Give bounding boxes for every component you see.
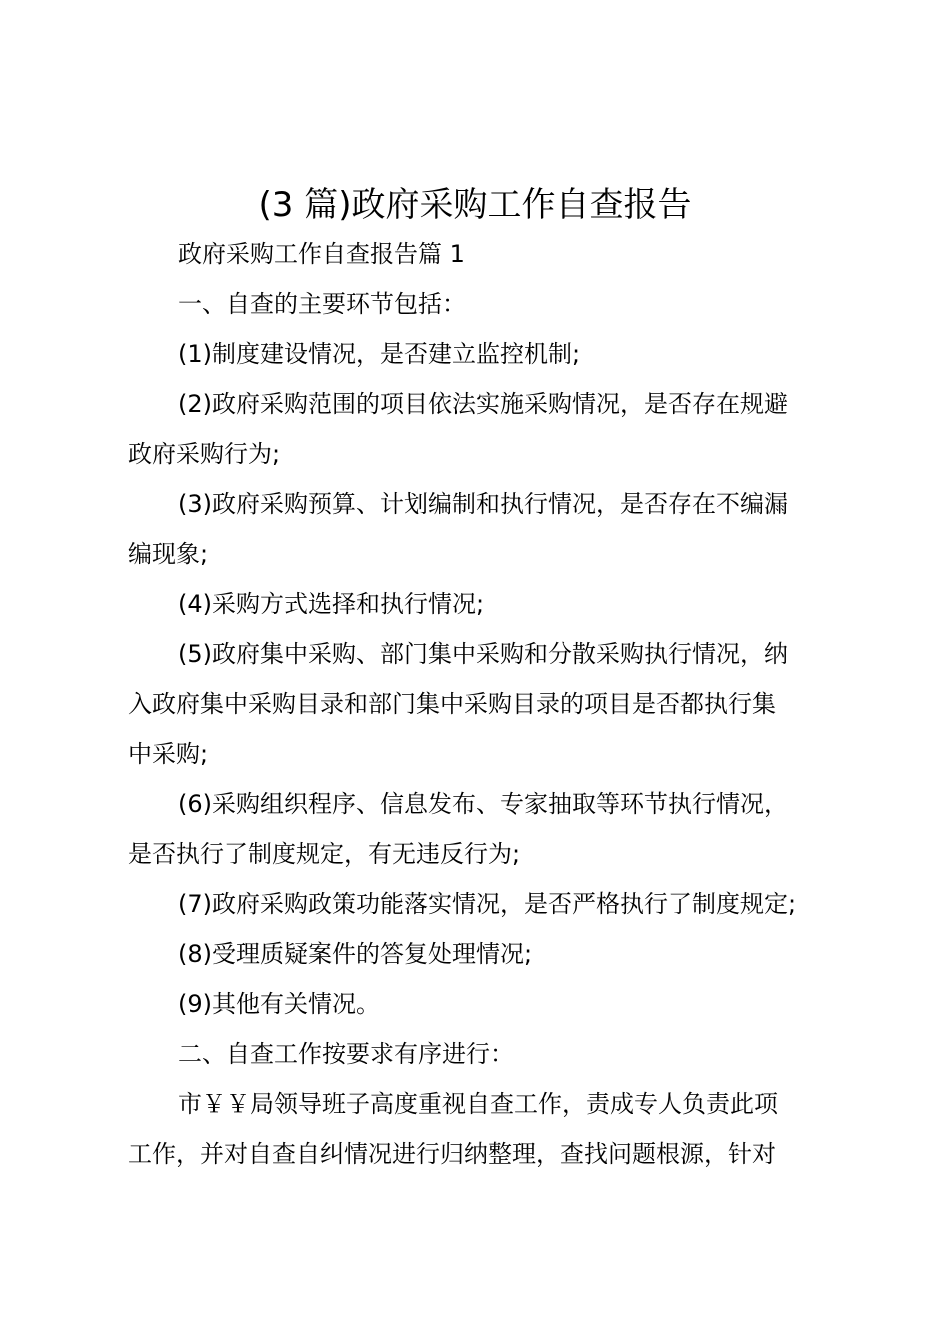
paragraph-line: (1)制度建设情况，是否建立监控机制; (178, 340, 581, 368)
paragraph-line: (9)其他有关情况。 (178, 990, 380, 1018)
page-title: (3 篇)政府采购工作自查报告 (258, 185, 692, 225)
section-heading: 政府采购工作自查报告篇 1 (178, 240, 465, 268)
paragraph-line: 工作，并对自查自纠情况进行归纳整理，查找问题根源，针对 (128, 1140, 776, 1168)
paragraph-line: 政府采购行为; (128, 440, 281, 468)
paragraph-line: (5)政府集中采购、部门集中采购和分散采购执行情况，纳 (178, 640, 788, 668)
paragraph-line: 编现象; (128, 540, 209, 568)
paragraph-line: (8)受理质疑案件的答复处理情况; (178, 940, 533, 968)
paragraph-line: 是否执行了制度规定，有无违反行为; (128, 840, 521, 868)
paragraph-line: (4)采购方式选择和执行情况; (178, 590, 485, 618)
paragraph-line: (3)政府采购预算、计划编制和执行情况，是否存在不编漏 (178, 490, 788, 518)
paragraph-line: (7)政府采购政策功能落实情况，是否严格执行了制度规定; (178, 890, 797, 918)
paragraph-line: 中采购; (128, 740, 209, 768)
paragraph-line: 二、自查工作按要求有序进行： (178, 1040, 514, 1068)
paragraph-line: (6)采购组织程序、信息发布、专家抽取等环节执行情况， (178, 790, 788, 818)
paragraph-line: 入政府集中采购目录和部门集中采购目录的项目是否都执行集 (128, 690, 776, 718)
paragraph-line: 市￥￥局领导班子高度重视自查工作，责成专人负责此项 (178, 1090, 778, 1118)
paragraph-line: (2)政府采购范围的项目依法实施采购情况，是否存在规避 (178, 390, 788, 418)
paragraph-line: 一、自查的主要环节包括： (178, 290, 466, 318)
